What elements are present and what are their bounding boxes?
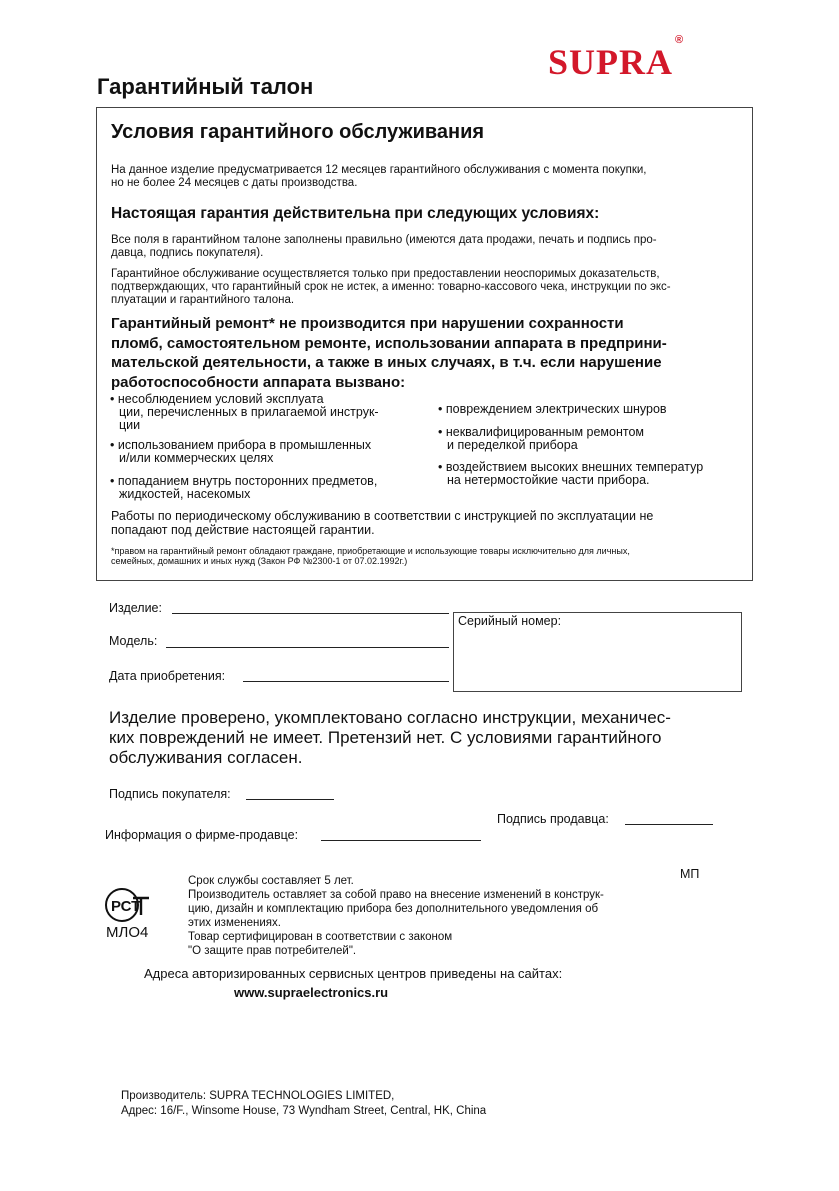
certification-code: МЛО4 — [106, 924, 149, 941]
product-label: Изделие: — [109, 601, 162, 615]
exclusion-item: • воздействием высоких внешних температур на нетермостойкие части прибора. — [438, 460, 704, 487]
periodic-service-note: Работы по периодическому обслуживанию в соответствии с инструкцией по эксплуатации не попадают под действие настоящей гарантии. — [111, 509, 654, 537]
intro-line: На данное изделие предусматривается 12 месяцев гарантийного обслуживания с момента покупки, — [111, 164, 647, 176]
footnote: *правом на гарантийный ремонт обладают граждане, приобретающие и использующие товары исключительно для личных, семейных, домашних и иных нужд (Закон РФ №2300-1 от 07.02.1992г.) — [111, 546, 630, 566]
brand-name: SUPRA — [548, 42, 674, 82]
model-field[interactable] — [166, 647, 449, 648]
intro-text — [111, 164, 647, 190]
seller-firm-field[interactable] — [321, 840, 481, 841]
purchase-date-label: Дата приобретения: — [109, 669, 226, 683]
paragraph-line: Гарантийное обслуживание осуществляется только при предоставлении неоспоримых доказательств, — [111, 268, 660, 280]
heading-line: работоспособности аппарата вызвано: — [111, 373, 406, 391]
heading-line: мательской деятельности, а также в иных случаях, в т.ч. если нарушение — [111, 354, 662, 371]
valid-paragraph-1 — [111, 234, 657, 260]
purchase-date-field[interactable] — [243, 681, 449, 682]
exclusion-item: • использованием прибора в промышленных и/или коммерческих целях — [110, 438, 372, 465]
exclusion-item: • неквалифицированным ремонтом и переделкой прибора — [438, 425, 645, 452]
service-centers-url[interactable]: www.supraelectronics.ru — [234, 985, 389, 1000]
page-title: Гарантийный талон — [97, 74, 314, 99]
exclusion-item: • несоблюдением условий эксплуата ции, перечисленных в прилагаемой инструк- ции — [110, 392, 379, 432]
model-label: Модель: — [109, 634, 158, 648]
heading-line: пломб, самостоятельном ремонте, использовании аппарата в предприни- — [111, 334, 667, 352]
paragraph-line: подтверждающих, что гарантийный срок не истек, а именно: товарно-кассового чека, инструкции по экс- — [111, 281, 671, 293]
certification-mark-icon — [103, 885, 153, 925]
stamp-label: МП — [680, 867, 700, 881]
seller-signature-label: Подпись продавца: — [497, 812, 609, 826]
buyer-signature-field[interactable] — [246, 799, 334, 800]
exclusion-item: • попаданием внутрь посторонних предметов, жидкостей, насекомых — [110, 474, 378, 501]
service-info: Срок службы составляет 5 лет. Производитель оставляет за собой право на внесение изменений в конструк- цию, дизайн и комплектацию прибора без дополнительного уведомления об этих изменениях. Товар сертифицирован в соответствии с законом "О защите прав потребителей". — [188, 875, 604, 957]
seller-signature-field[interactable] — [625, 824, 713, 825]
manufacturer-info: Производитель: SUPRA TECHNOLOGIES LIMITED, Адрес: 16/F., Winsome House, 73 Wyndham Street, Central, HK, China — [121, 1090, 487, 1117]
repair-exclusion-heading — [111, 314, 751, 392]
service-centers-intro: Адреса авторизированных сервисных центров приведены на сайтах: — [144, 966, 563, 981]
registered-mark: ® — [675, 34, 685, 46]
valid-conditions-heading: Настоящая гарантия действительна при следующих условиях: — [111, 205, 600, 222]
paragraph-line: плуатации и гарантийного талона. — [111, 294, 295, 306]
product-field[interactable] — [172, 613, 449, 614]
exclusion-item: • повреждением электрических шнуров — [438, 402, 667, 416]
seller-firm-label: Информация о фирме-продавце: — [105, 828, 299, 842]
serial-number-label: Серийный номер: — [458, 614, 562, 628]
acceptance-statement: Изделие проверено, укомплектовано согласно инструкции, механичес- ких повреждений не имеет. Претензий нет. С условиями гарантийного обслуживания согласен. — [109, 708, 671, 767]
paragraph-line: давца, подпись покупателя). — [111, 247, 264, 259]
buyer-signature-label: Подпись покупателя: — [109, 787, 231, 801]
brand-logo — [548, 34, 685, 82]
heading-line: Гарантийный ремонт* не производится при нарушении сохранности — [111, 315, 624, 332]
valid-paragraph-2 — [111, 268, 671, 307]
conditions-heading: Условия гарантийного обслуживания — [111, 121, 485, 143]
paragraph-line: Все поля в гарантийном талоне заполнены правильно (имеются дата продажи, печать и подпись про- — [111, 234, 657, 246]
intro-line: но не более 24 месяцев с даты производства. — [111, 177, 358, 189]
certification-mark-text: РСТ — [111, 898, 141, 915]
